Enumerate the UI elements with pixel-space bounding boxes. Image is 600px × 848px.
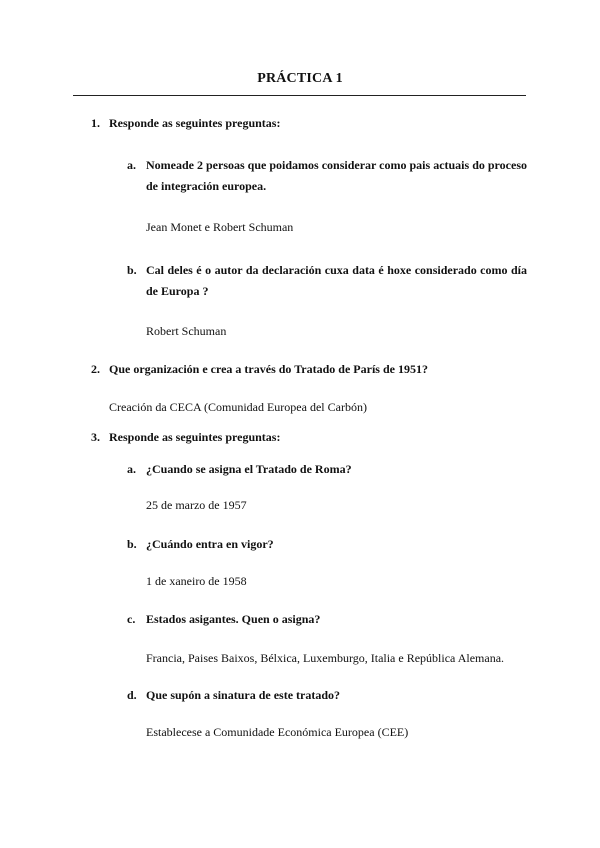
answer-3d: Establecese a Comunidade Económica Europea (CEE) (146, 725, 409, 739)
answer-1b: Robert Schuman (146, 324, 227, 338)
question-1b-text: Cal deles é o autor da declaración cuxa data é hoxe considerado como día de Europa ? (146, 263, 527, 298)
question-3d-text: Que supón a sinatura de este tratado? (146, 688, 341, 702)
question-2-number: 2. (91, 362, 100, 376)
question-3c-letter: c. (127, 612, 136, 626)
question-2-text: Que organización e crea a través do Tratado de París de 1951? (109, 362, 428, 376)
question-3a-letter: a. (127, 462, 136, 476)
question-3b-text: ¿Cuándo entra en vigor? (146, 537, 274, 551)
answer-3b: 1 de xaneiro de 1958 (146, 574, 247, 588)
question-3a-text: ¿Cuando se asigna el Tratado de Roma? (146, 462, 352, 476)
answer-2: Creación da CECA (Comunidad Europea del Carbón) (109, 400, 367, 414)
answer-3a: 25 de marzo de 1957 (146, 498, 247, 512)
question-1b-letter: b. (127, 263, 137, 277)
question-1a-letter: a. (127, 158, 136, 172)
question-1a-text: Nomeade 2 persoas que poidamos considerar como pais actuais do proceso de integración europea. (146, 158, 527, 193)
question-3-text: Responde as seguintes preguntas: (109, 430, 281, 444)
title-divider (73, 95, 526, 96)
page-title: PRÁCTICA 1 (257, 71, 343, 86)
question-3b-letter: b. (127, 537, 137, 551)
answer-3c: Francia, Paises Baixos, Bélxica, Luxemburgo, Italia e República Alemana. (146, 651, 505, 665)
question-1-number: 1. (91, 116, 100, 130)
question-3-number: 3. (91, 430, 100, 444)
question-1-text: Responde as seguintes preguntas: (109, 116, 281, 130)
question-3d-letter: d. (127, 688, 137, 702)
answer-1a: Jean Monet e Robert Schuman (146, 220, 294, 234)
question-3c-text: Estados asigantes. Quen o asigna? (146, 612, 321, 626)
